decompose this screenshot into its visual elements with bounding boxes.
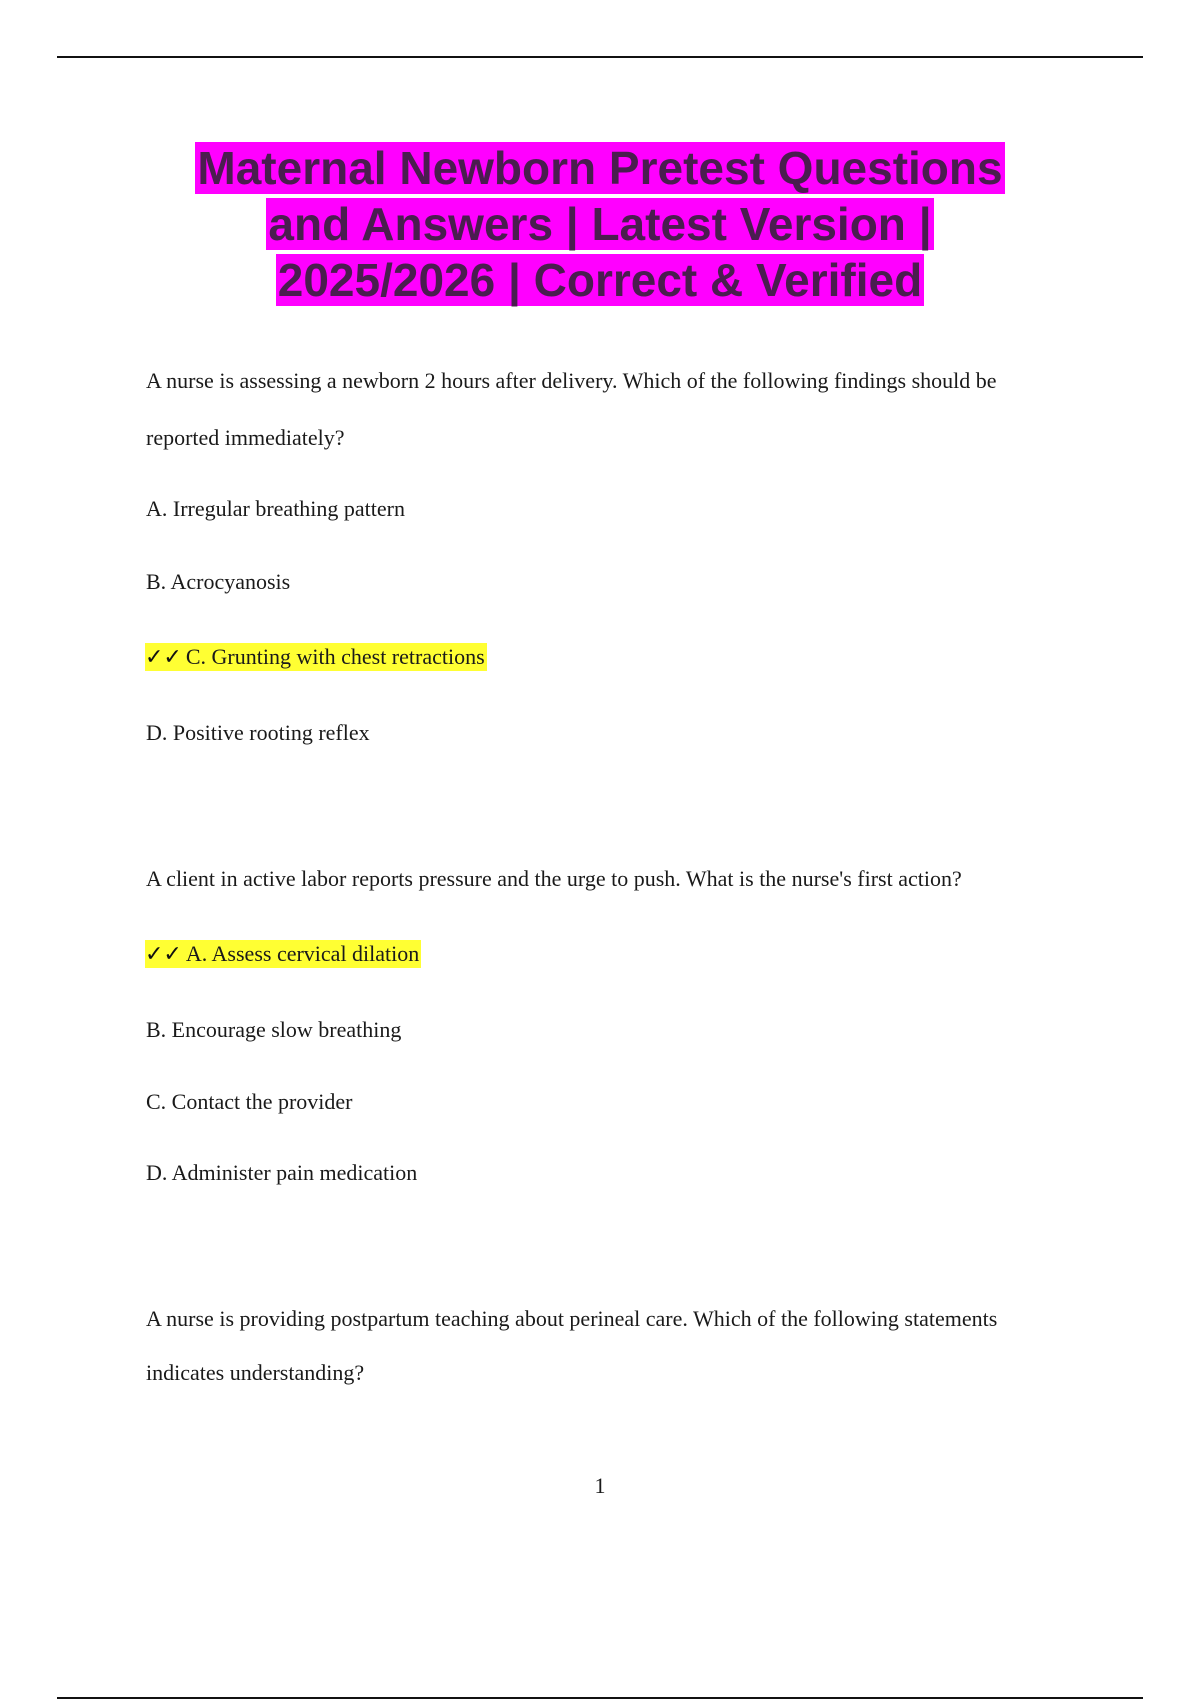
question-1-text-line-1: A nurse is assessing a newborn 2 hours after delivery. Which of the following findings should be <box>146 368 997 393</box>
title-line-3: 2025/2026 | Correct & Verified <box>277 254 923 306</box>
question-2-option-b: B. Encourage slow breathing <box>146 1017 402 1042</box>
question-3-text-line-1: A nurse is providing postpartum teaching about perineal care. Which of the following statements <box>146 1306 998 1331</box>
header-rule <box>57 56 1143 58</box>
question-1-option-c-label: C. Grunting with chest retractions <box>185 644 485 669</box>
question-1-text-line-2: reported immediately? <box>146 425 345 450</box>
title-line-2: and Answers | Latest Version | <box>268 198 932 250</box>
document-title <box>100 140 1100 308</box>
footer-rule <box>57 1697 1143 1699</box>
question-2-option-d: D. Administer pain medication <box>146 1160 418 1185</box>
question-2-option-a-correct <box>145 940 421 968</box>
page-number: 1 <box>594 1473 606 1498</box>
question-2-option-c: C. Contact the provider <box>146 1089 353 1114</box>
double-check-icon: ✓✓ <box>145 645 182 670</box>
question-1-option-b: B. Acrocyanosis <box>146 569 291 594</box>
question-2-option-a-label: A. Assess cervical dilation <box>185 941 420 966</box>
question-1-option-c-correct <box>145 643 487 671</box>
question-1-option-d: D. Positive rooting reflex <box>146 720 370 745</box>
question-2-text-line-1: A client in active labor reports pressure and the urge to push. What is the nurse's first action? <box>146 866 962 891</box>
double-check-icon: ✓✓ <box>145 942 182 967</box>
question-3-text-line-2: indicates understanding? <box>146 1360 365 1385</box>
question-1-option-a: A. Irregular breathing pattern <box>146 496 405 521</box>
title-line-1: Maternal Newborn Pretest Questions <box>197 142 1003 194</box>
